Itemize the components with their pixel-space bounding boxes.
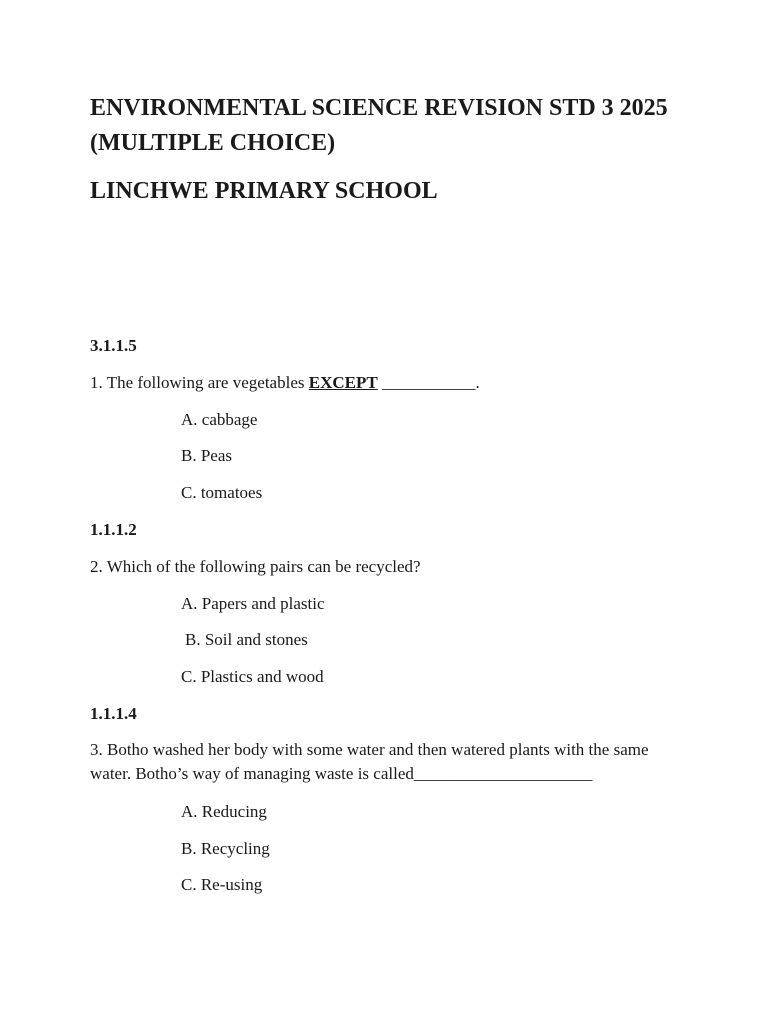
question-1-emphasis: EXCEPT — [308, 373, 378, 392]
question-2-code: 1.1.1.2 — [90, 520, 137, 539]
question-1-text-end: ___________. — [377, 373, 480, 392]
question-2-text: 2. Which of the following pairs can be recycled? — [90, 557, 421, 576]
question-2-option-a: A. Papers and plastic — [181, 594, 325, 613]
question-1-option-a: A. cabbage — [181, 410, 258, 429]
question-3-option-b: B. Recycling — [181, 839, 270, 858]
school-name: LINCHWE PRIMARY SCHOOL — [90, 178, 438, 204]
question-1-text — [90, 371, 480, 395]
document-title: ENVIRONMENTAL SCIENCE REVISION STD 3 2025 (MULTIPLE CHOICE) — [90, 95, 668, 156]
question-3-option-c: C. Re-using — [181, 875, 263, 894]
question-1-option-c: C. tomatoes — [181, 483, 263, 502]
question-2-option-c: C. Plastics and wood — [181, 667, 324, 686]
question-3-option-a: A. Reducing — [181, 802, 267, 821]
question-3-code: 1.1.1.4 — [90, 704, 137, 723]
question-1-option-b: B. Peas — [181, 446, 232, 465]
question-2-option-b: B. Soil and stones — [185, 630, 308, 649]
question-1-code: 3.1.1.5 — [90, 336, 137, 355]
question-3-text: 3. Botho washed her body with some water and then watered plants with the same water. Botho’s way of managing waste is called_____________________ — [90, 740, 649, 783]
question-1-text-start: 1. The following are vegetables — [90, 373, 309, 392]
